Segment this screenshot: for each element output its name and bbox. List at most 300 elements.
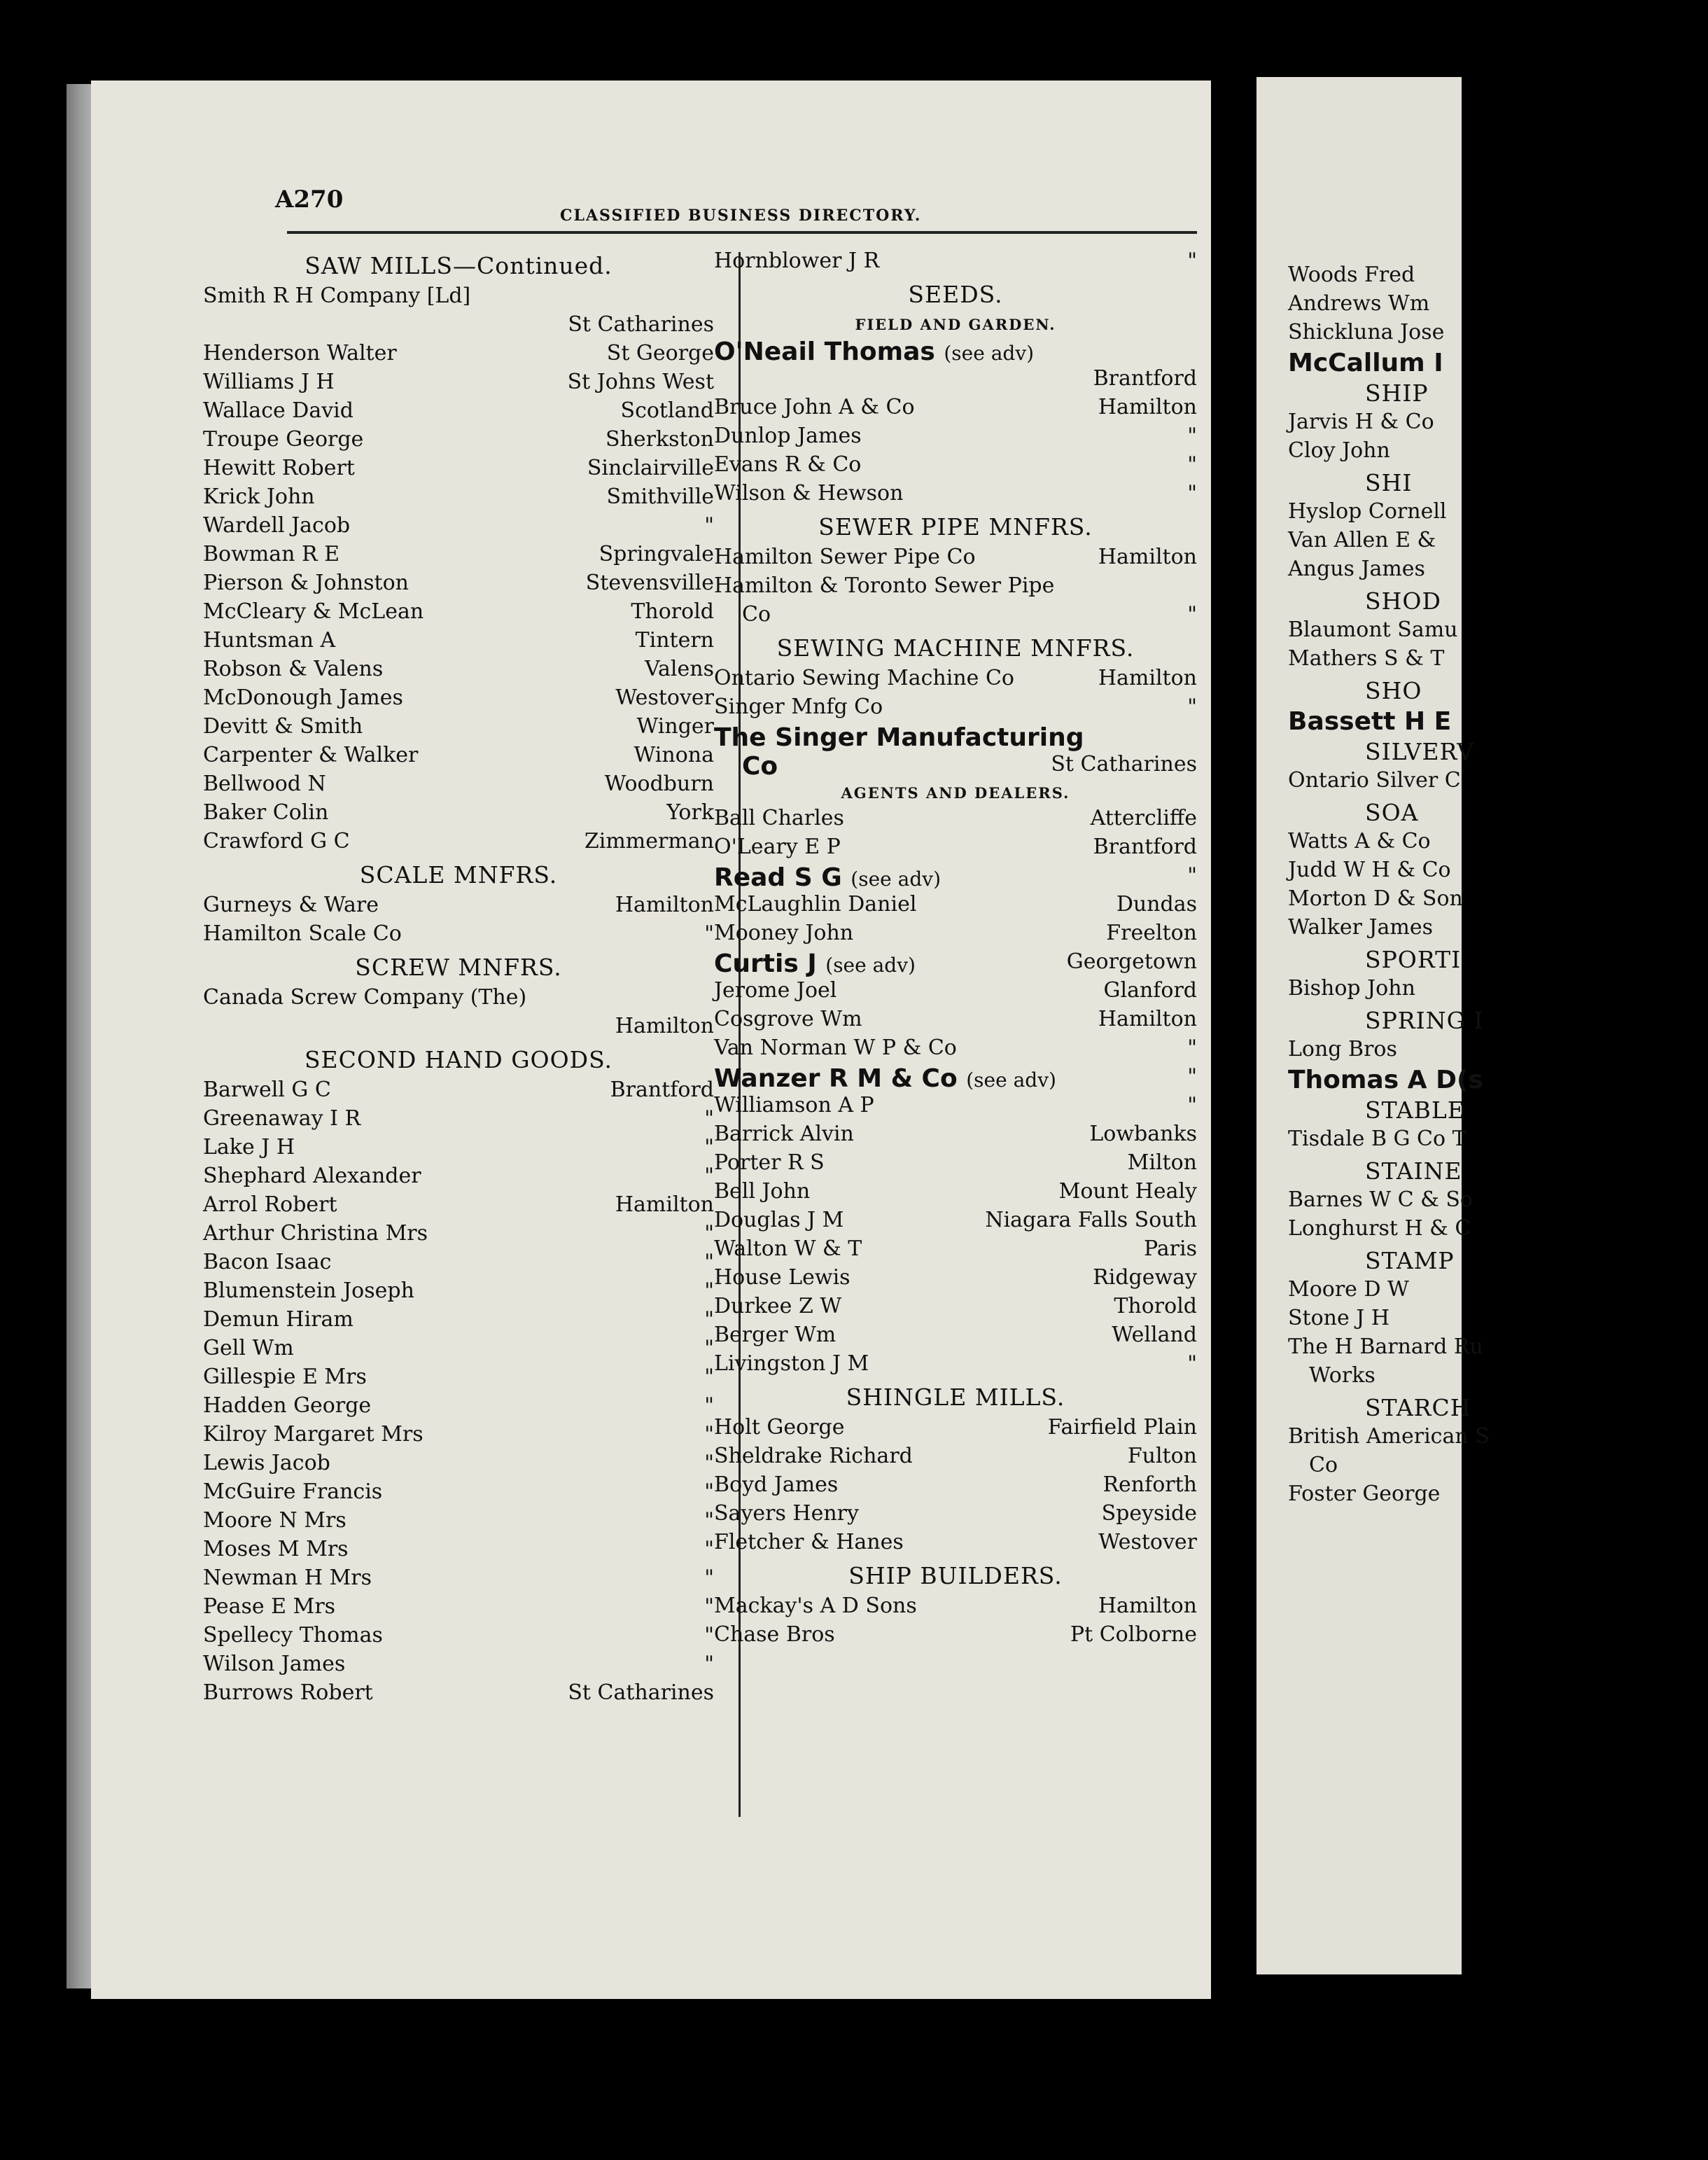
entry-place: Hamilton [1098, 395, 1197, 419]
list-item [714, 892, 1197, 921]
entry-name [203, 1307, 354, 1332]
entry-name [203, 772, 326, 796]
entry-name [203, 1652, 345, 1676]
entry-name-continued: Co [742, 752, 778, 781]
entry-name [714, 1594, 917, 1618]
entry-name-text: Williams J H [203, 370, 335, 394]
list-item [1288, 291, 1708, 320]
list-item [203, 829, 714, 858]
entry-name [714, 1472, 838, 1497]
entry-name-text: Robson & Valens [203, 657, 384, 681]
list-item [714, 666, 1197, 695]
list-item [714, 249, 1197, 277]
entry-name-text: McGuire Francis [203, 1479, 383, 1504]
entry-name-text: Livingston J M [714, 1351, 869, 1376]
entry-name-text: Demun Hiram [203, 1307, 354, 1332]
entry-place: " [704, 1451, 714, 1475]
entry-place: Stevensville [585, 571, 714, 595]
entry-place: Georgetown [1066, 949, 1197, 974]
entry-place: " [1187, 1064, 1197, 1089]
entry-name: SHI [1365, 469, 1413, 496]
section-heading-saw-mills: SAW MILLS—Continued. [304, 252, 612, 279]
list-item [1288, 915, 1708, 944]
list-item [203, 456, 714, 485]
entry-name: Judd W H & Co [1288, 858, 1451, 882]
entry-place: Milton [1127, 1150, 1197, 1175]
list-item [714, 1501, 1197, 1530]
list-item [203, 427, 714, 456]
entry-name [203, 1680, 373, 1705]
entry-name-text: Read S G [714, 863, 842, 892]
entry-place: Westover [1098, 1530, 1197, 1554]
list-item [203, 1508, 714, 1537]
list-item [203, 1680, 714, 1709]
entry-name-text: Bowman R E [203, 542, 340, 566]
list-item [714, 1236, 1197, 1265]
list-item [203, 1164, 714, 1192]
entry-name [203, 571, 409, 595]
page-number: A270 [275, 186, 344, 214]
entry-name [203, 1336, 294, 1360]
entry-name [714, 695, 883, 719]
entry-place: " [1187, 424, 1197, 448]
entry-name-text: Burrows Robert [203, 1680, 373, 1705]
section-heading-scale: SCALE MNFRS. [359, 861, 558, 889]
entry-name-text: Ball Charles [714, 806, 844, 830]
entry-name [203, 1164, 421, 1188]
entry-name-text: Hamilton Scale Co [203, 921, 402, 946]
list-item [1288, 410, 1708, 438]
list-item [1288, 1277, 1708, 1306]
section-heading [1288, 736, 1708, 768]
entry-name [203, 1566, 372, 1590]
entry-place: " [704, 1164, 714, 1188]
entry-name-text: Williamson A P [714, 1093, 874, 1117]
entry-name [203, 427, 363, 452]
entry-name-text: Bellwood N [203, 772, 326, 796]
entry-name-text: McCleary & McLean [203, 599, 424, 624]
entry-name-text: Bacon Isaac [203, 1250, 332, 1274]
entry-name-text: Blumenstein Joseph [203, 1278, 414, 1303]
subheading-field-garden: FIELD AND GARDEN. [855, 316, 1056, 333]
entry-place: " [704, 1508, 714, 1533]
entry-name-text: Krick John [203, 485, 315, 509]
entry-name-text: Wardell Jacob [203, 513, 351, 538]
entry-place: Sherkston [606, 427, 714, 452]
entry-name-text: Devitt & Smith [203, 714, 363, 739]
entry-place: " [1187, 863, 1197, 888]
list-item [1288, 1363, 1708, 1392]
list-item [203, 685, 714, 714]
entry-place: " [704, 1250, 714, 1274]
entry-name [714, 1351, 869, 1376]
list-item [1288, 1306, 1708, 1335]
entry-name: Barnes W C & So [1288, 1187, 1473, 1212]
entry-name-text: Bell John [714, 1179, 811, 1204]
entry-name [714, 1530, 904, 1554]
list-item [203, 571, 714, 599]
list-item [203, 1365, 714, 1393]
entry-name-text: Moses M Mrs [203, 1537, 349, 1561]
entry-name [203, 657, 383, 681]
entry-name-text: Jerome Joel [714, 978, 837, 1003]
list-item [1288, 886, 1708, 915]
entry-name-text: Bruce John A & Co [714, 395, 915, 419]
list-item [1288, 858, 1708, 886]
list-item [203, 370, 714, 398]
entry-name: Hornblower J R [714, 249, 880, 273]
entry-name: Co [1309, 1453, 1338, 1477]
entry-name [714, 1179, 810, 1204]
list-item [714, 1007, 1197, 1036]
entry-name [203, 1479, 382, 1504]
entry-name [714, 1444, 913, 1468]
entry-name [714, 1150, 825, 1175]
list-item [1288, 557, 1708, 585]
section-heading [1288, 377, 1708, 410]
entry-name [203, 1393, 371, 1418]
entry-name-text: Moore N Mrs [203, 1508, 346, 1533]
entry-place: " [704, 1278, 714, 1303]
entry-name [714, 452, 861, 477]
entry-place: Hamilton [615, 1192, 714, 1217]
entry-name: Andrews Wm [1288, 291, 1430, 316]
section-heading [1288, 797, 1708, 829]
entry-name [203, 800, 328, 825]
entry-name: Angus James [1288, 557, 1425, 581]
entry-name [714, 806, 844, 830]
list-item [714, 1179, 1197, 1208]
list-item [1288, 1453, 1708, 1482]
entry-name [203, 284, 470, 308]
entry-name [714, 1622, 835, 1647]
saw-mills-list [203, 284, 714, 858]
entry-place: " [704, 1135, 714, 1159]
entry-place: Pt Colborne [1070, 1622, 1197, 1647]
list-item [203, 1623, 714, 1652]
list-item [203, 1192, 714, 1221]
entry-place: Hamilton [1098, 1594, 1197, 1618]
list-item-continued [714, 602, 1197, 631]
entry-place: Mount Healy [1058, 1179, 1197, 1204]
entry-name: STARCH [1365, 1394, 1471, 1421]
entry-name [714, 1093, 874, 1117]
entry-place: Winona [634, 743, 714, 767]
entry-name [714, 481, 903, 506]
entry-name-continued: Co [742, 602, 771, 627]
list-item [203, 1250, 714, 1278]
list-item [203, 1336, 714, 1365]
section-heading-ship-builders: SHIP BUILDERS. [848, 1562, 1063, 1589]
entry-name: Morton D & Son [1288, 886, 1463, 911]
entry-name [203, 1192, 337, 1217]
list-item [714, 1150, 1197, 1179]
list-item [1288, 1187, 1708, 1216]
entry-name [203, 985, 526, 1010]
list-item [203, 341, 714, 370]
entry-place: " [704, 1221, 714, 1246]
list-item [714, 978, 1197, 1007]
entry-name [714, 1415, 845, 1440]
entry-name-text: Douglas J M [714, 1208, 844, 1232]
second-hand-list [203, 1078, 714, 1709]
left-column [203, 249, 714, 1709]
entry-place: Renforth [1102, 1472, 1197, 1497]
section-heading-sewing-machine: SEWING MACHINE MNFRS. [776, 634, 1135, 662]
entry-name [714, 949, 916, 978]
entry-name: Stone J H [1288, 1306, 1390, 1330]
entry-place: Zimmerman [584, 829, 714, 853]
entry-name: SHO [1365, 677, 1422, 704]
entry-name [714, 1323, 836, 1347]
entry-place: " [704, 1365, 714, 1389]
list-item [1288, 349, 1708, 377]
entry-place: Glanford [1103, 978, 1197, 1003]
list-item [714, 695, 1197, 723]
list-item [714, 1351, 1197, 1380]
list-item [714, 481, 1197, 510]
entry-name-text: Hamilton Sewer Pipe Co [714, 545, 976, 569]
list-item [203, 772, 714, 800]
entry-name: Walker James [1288, 915, 1434, 940]
entry-name: The H Barnard Ru [1288, 1335, 1483, 1359]
entry-name-text: Curtis J [714, 949, 817, 978]
entry-name-text: Greenaway I R [203, 1106, 361, 1131]
entry-name [203, 1508, 346, 1533]
entry-name [203, 829, 350, 853]
entry-name: SPRING I [1365, 1007, 1484, 1034]
list-item [203, 743, 714, 772]
list-item [1288, 528, 1708, 557]
entry-place: Woodburn [604, 772, 714, 796]
list-item [203, 1278, 714, 1307]
running-head: CLASSIFIED BUSINESS DIRECTORY. [560, 207, 922, 225]
entry-name: Foster George [1288, 1482, 1441, 1506]
entry-place: Thorold [1114, 1294, 1197, 1318]
entry-name: Shickluna Jose [1288, 320, 1445, 344]
list-item [203, 985, 714, 1043]
entry-name-text: Henderson Walter [203, 341, 397, 365]
list-item [714, 723, 1197, 752]
entry-name-text: Walton W & T [714, 1236, 862, 1261]
entry-name [714, 424, 862, 448]
list-item [714, 337, 1197, 395]
list-item [1288, 1482, 1708, 1510]
screw-list [203, 985, 714, 1043]
entry-name-text: Wanzer R M & Co [714, 1064, 958, 1093]
shingle-list [714, 1415, 1197, 1559]
entry-name: Bassett H E [1288, 707, 1452, 736]
entry-name-text: Lewis Jacob [203, 1451, 330, 1475]
entry-place: Hamilton [1098, 666, 1197, 690]
entry-name: Jarvis H & Co [1288, 410, 1434, 434]
entry-name-text: Wallace David [203, 398, 354, 423]
entry-name: SOA [1365, 799, 1419, 826]
entry-place: " [1187, 695, 1197, 719]
entry-name-text: Gillespie E Mrs [203, 1365, 367, 1389]
entry-name: SPORTI [1365, 946, 1462, 973]
entry-name [203, 893, 379, 917]
agents-list [714, 806, 1197, 1380]
entry-name [203, 1594, 335, 1619]
entry-name [714, 1501, 859, 1526]
list-item [203, 1135, 714, 1164]
list-item [1288, 1424, 1708, 1453]
section-heading [1288, 467, 1708, 499]
list-item [203, 628, 714, 657]
list-item [203, 1307, 714, 1336]
entry-name [203, 685, 403, 710]
entry-name [203, 485, 315, 509]
list-item [714, 806, 1197, 835]
entry-name-text: Hewitt Robert [203, 456, 355, 480]
entry-name [203, 341, 397, 365]
entry-place: Attercliffe [1090, 806, 1197, 830]
entry-name-text: Troupe George [203, 427, 364, 452]
entry-name-text: Mooney John [714, 921, 854, 945]
list-item [1288, 829, 1708, 858]
entry-name: Woods Fred [1288, 263, 1415, 287]
entry-name [203, 370, 335, 394]
entry-place: Brantford [1093, 835, 1197, 859]
list-item [203, 284, 714, 341]
entry-name [203, 1106, 360, 1131]
entry-name-text: Van Norman W P & Co [714, 1036, 957, 1060]
list-item [1288, 1066, 1708, 1094]
entry-name-text: Shephard Alexander [203, 1164, 421, 1188]
entry-place: " [704, 1594, 714, 1619]
entry-name-text: Gurneys & Ware [203, 893, 379, 917]
entry-place: " [704, 1479, 714, 1504]
entry-place: " [704, 1307, 714, 1332]
list-item [714, 1594, 1197, 1622]
entry-name [714, 1036, 957, 1060]
entry-place: Tintern [635, 628, 714, 653]
entry-name [203, 1221, 428, 1246]
entry-place: Brantford [610, 1078, 714, 1102]
entry-place: " [1187, 481, 1197, 506]
adjacent-page-column [1288, 263, 1708, 2160]
list-item [714, 1415, 1197, 1444]
list-item [203, 1652, 714, 1680]
entry-name-text: Pierson & Johnston [203, 571, 409, 595]
entry-place: St Johns West [567, 370, 714, 394]
entry-place: Thorold [631, 599, 714, 624]
list-item [203, 542, 714, 571]
entry-name: Works [1309, 1363, 1376, 1388]
list-item [1288, 263, 1708, 291]
entry-name: Long Bros [1288, 1037, 1397, 1061]
list-item [714, 545, 1197, 573]
list-item [203, 1594, 714, 1623]
entry-name [203, 1365, 367, 1389]
list-item [1288, 646, 1708, 675]
subheading-agents-dealers: AGENTS AND DEALERS. [841, 784, 1070, 802]
entry-place: Freelton [1106, 921, 1197, 945]
list-item [203, 921, 714, 950]
section-heading-sewer-pipe: SEWER PIPE MNFRS. [818, 513, 1093, 541]
entry-name [714, 863, 941, 892]
entry-name-text: Huntsman A [203, 628, 336, 653]
entry-name [203, 921, 402, 946]
entry-name-text: Boyd James [714, 1472, 839, 1497]
entry-name-text: Newman H Mrs [203, 1566, 372, 1590]
see-adv-note: (see adv) [944, 342, 1035, 365]
entry-name-text: McDonough James [203, 685, 403, 710]
entry-name-text: O'Leary E P [714, 835, 841, 859]
list-item [714, 921, 1197, 949]
list-item [203, 1451, 714, 1479]
list-item [203, 1422, 714, 1451]
list-item [203, 1566, 714, 1594]
entry-name: British American S [1288, 1424, 1490, 1449]
entry-name: STAINE [1365, 1157, 1462, 1185]
entry-name: Moore D W [1288, 1277, 1409, 1302]
entry-place: Brantford [1093, 366, 1197, 391]
entry-name: Bishop John [1288, 976, 1415, 1001]
entry-name-text: Arrol Robert [203, 1192, 337, 1217]
entry-place: Scotland [620, 398, 714, 423]
list-item [203, 1393, 714, 1422]
entry-name-text: Chase Bros [714, 1622, 835, 1647]
section-heading [1288, 1245, 1708, 1277]
entry-name-text: Hadden George [203, 1393, 372, 1418]
entry-place: Fulton [1127, 1444, 1197, 1468]
entry-place: Paris [1143, 1236, 1197, 1261]
entry-name [203, 1135, 295, 1159]
entry-name-text: Holt George [714, 1415, 845, 1440]
entry-name [714, 978, 836, 1003]
entry-place: St Catharines [1051, 752, 1197, 776]
entry-name: Ontario Silver C [1288, 768, 1461, 793]
entry-place: Fairfield Plain [1047, 1415, 1197, 1440]
entry-name: SILVERV [1365, 738, 1475, 765]
entry-name [203, 1250, 331, 1274]
list-item [714, 835, 1197, 863]
entry-name-text: Durkee Z W [714, 1294, 842, 1318]
entry-name [714, 835, 841, 859]
entry-name [203, 599, 424, 624]
list-item [714, 1064, 1197, 1093]
section-heading [1288, 585, 1708, 618]
list-item [1288, 707, 1708, 736]
entry-name-text: McLaughlin Daniel [714, 892, 917, 917]
entry-place: Winger [636, 714, 714, 739]
list-item [714, 1265, 1197, 1294]
sewing-list [714, 666, 1197, 723]
entry-name [714, 1265, 850, 1290]
entry-place: " [704, 1106, 714, 1131]
list-item [714, 1472, 1197, 1501]
entry-name [203, 743, 418, 767]
entry-place: Westover [615, 685, 714, 710]
entry-name: STABLE [1365, 1096, 1465, 1124]
entry-name-text: Evans R & Co [714, 452, 862, 477]
list-item [203, 1078, 714, 1106]
entry-name-text: Smith R H Company [Ld] [203, 284, 471, 308]
entry-name-text: Baker Colin [203, 800, 329, 825]
list-item [203, 1106, 714, 1135]
see-adv-note: (see adv) [966, 1068, 1056, 1092]
entry-place: " [1187, 1093, 1197, 1117]
entry-name: SHIP [1365, 379, 1429, 407]
entry-name [714, 573, 1054, 598]
entry-place: St Catharines [568, 312, 714, 337]
entry-name [203, 1623, 383, 1647]
section-heading [1288, 1094, 1708, 1127]
list-item [1288, 976, 1708, 1005]
list-item [1288, 1335, 1708, 1363]
